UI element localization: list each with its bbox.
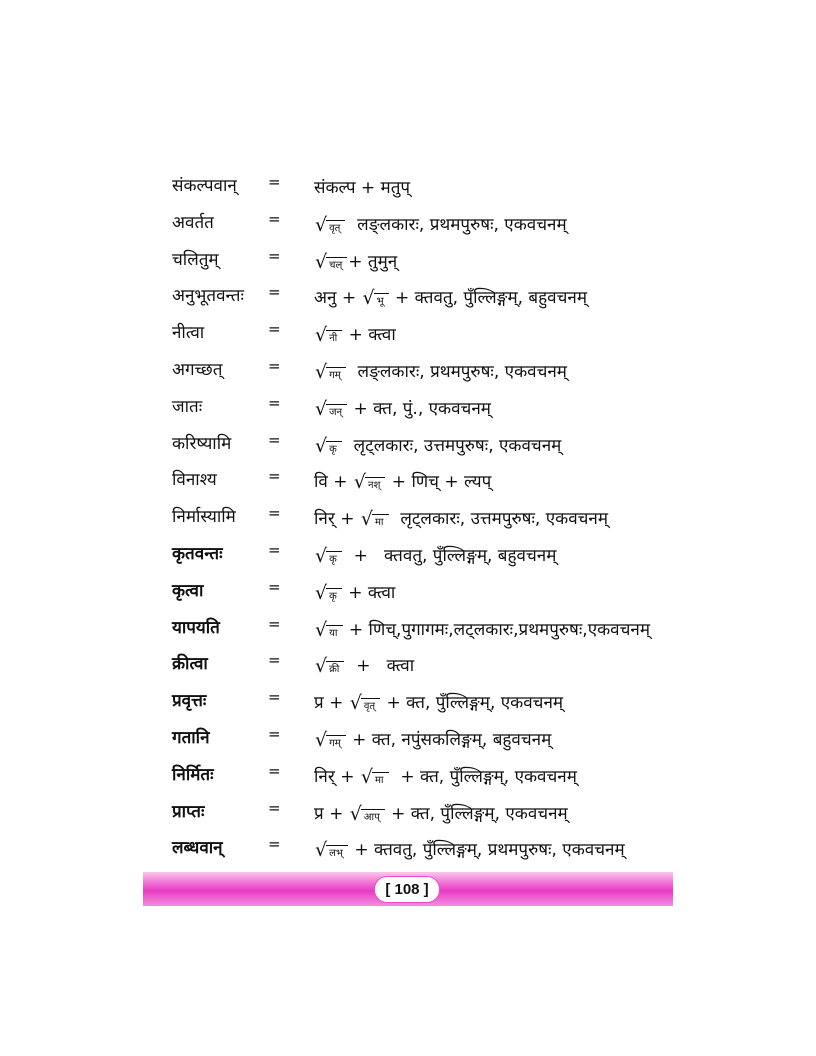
equals-sign: = xyxy=(268,320,281,339)
derivation-text: निर् + xyxy=(314,509,360,530)
word-derivation xyxy=(314,317,396,345)
root-radical xyxy=(361,510,389,529)
word-derivation xyxy=(314,354,567,382)
root-radical xyxy=(315,841,348,860)
word-term: विनाश्य xyxy=(172,470,217,491)
analysis-row xyxy=(0,170,816,207)
radical-sign-icon: √ xyxy=(353,471,367,494)
word-term: कृत्वा xyxy=(172,580,204,601)
equals-sign: = xyxy=(268,688,281,707)
root-text: चल् xyxy=(326,257,347,272)
equals-sign: = xyxy=(268,246,281,265)
radical-sign-icon: √ xyxy=(315,618,328,641)
equals-sign: = xyxy=(268,209,281,228)
analysis-row xyxy=(0,759,816,796)
radical-sign-icon: √ xyxy=(315,250,328,273)
root-text: आप् xyxy=(361,809,385,824)
derivation-text: + णिच्,पुगागमः,लट्लकारः,प्रथमपुरुषः,एकवचनम् xyxy=(343,619,651,640)
word-term: जातः xyxy=(172,396,203,417)
analysis-row xyxy=(0,612,816,649)
root-radical xyxy=(315,618,343,641)
derivation-text: + क्त्वा xyxy=(343,325,396,346)
word-derivation xyxy=(314,685,563,713)
analysis-row xyxy=(0,501,816,538)
equals-sign: = xyxy=(268,356,281,375)
derivation-text: + क्तवतु, पुँल्लिङ्गम्, प्रथमपुरुषः, एकवचनम् xyxy=(348,840,625,861)
word-derivation xyxy=(314,759,577,787)
derivation-text: + णिच् + ल्यप् xyxy=(386,472,492,493)
word-derivation xyxy=(314,796,568,824)
root-text: नश् xyxy=(365,477,385,492)
word-term: संकल्पवान् xyxy=(172,176,237,196)
radical-sign-icon: √ xyxy=(349,692,362,715)
word-term: निर्मास्यामि xyxy=(172,507,236,528)
analysis-row xyxy=(0,207,816,244)
equals-sign: = xyxy=(268,724,281,743)
root-radical xyxy=(350,694,380,713)
derivation-text: + क्तवतु, पुँल्लिङ्गम्, बहुवचनम् xyxy=(389,288,587,309)
word-derivation xyxy=(314,575,395,603)
word-term: लब्धवान् xyxy=(172,838,223,859)
root-radical xyxy=(315,657,344,676)
root-radical xyxy=(315,434,342,457)
analysis-row xyxy=(0,648,816,685)
analysis-row xyxy=(0,538,816,575)
word-term: अगच्छत् xyxy=(172,359,223,380)
word-derivation xyxy=(314,722,551,750)
word-analysis-list xyxy=(0,170,816,869)
root-radical xyxy=(315,581,342,604)
equals-sign: = xyxy=(268,173,281,191)
word-term: अनुभूतवन्तः xyxy=(172,286,244,307)
derivation-text: लृट्लकारः, उत्तमपुरुषः, एकवचनम् xyxy=(342,435,562,456)
radical-sign-icon: √ xyxy=(315,728,328,751)
derivation-text: लृट्लकारः, उत्तमपुरुषः, एकवचनम् xyxy=(389,509,609,530)
radical-sign-icon: √ xyxy=(315,324,328,347)
analysis-row xyxy=(0,685,816,722)
root-text: गम् xyxy=(326,367,346,382)
analysis-row xyxy=(0,722,816,759)
root-text: लभ् xyxy=(326,845,348,860)
derivation-text: + क्त्वा xyxy=(345,656,415,677)
radical-sign-icon: √ xyxy=(315,397,328,420)
derivation-text: निर् + xyxy=(314,766,360,787)
derivation-text: + क्तवतु, पुँल्लिङ्गम्, बहुवचनम् xyxy=(342,545,557,566)
word-term: नीत्वा xyxy=(172,323,205,344)
root-text: गम् xyxy=(326,735,346,750)
root-radical xyxy=(315,326,342,345)
root-text: या xyxy=(326,625,342,640)
word-derivation xyxy=(314,170,410,198)
derivation-text: + क्त, नपुंसकलिङ्गम्, बहुवचनम् xyxy=(346,729,552,750)
word-term: गतानि xyxy=(172,727,210,748)
derivation-text: लङ्लकारः, प्रथमपुरुषः, एकवचनम् xyxy=(346,214,567,235)
radical-sign-icon: √ xyxy=(360,765,373,788)
root-radical xyxy=(315,397,347,420)
equals-sign: = xyxy=(268,835,281,854)
analysis-row xyxy=(0,317,816,354)
word-derivation xyxy=(314,612,650,640)
derivation-text: लङ्लकारः, प्रथमपुरुषः, एकवचनम् xyxy=(346,361,567,382)
equals-sign: = xyxy=(268,651,281,670)
equals-sign: = xyxy=(268,761,281,780)
word-term: अवर्तत xyxy=(172,212,214,233)
word-term: क्रीत्वा xyxy=(172,654,208,675)
word-term: कृतवन्तः xyxy=(172,543,223,564)
equals-sign: = xyxy=(268,393,281,412)
root-text: वृत् xyxy=(326,220,345,235)
derivation-text: + क्त, पुं., एकवचनम् xyxy=(348,398,491,419)
root-radical xyxy=(362,289,388,308)
root-radical xyxy=(315,360,346,383)
root-text: मा xyxy=(372,772,389,787)
radical-sign-icon: √ xyxy=(349,802,362,825)
equals-sign: = xyxy=(268,577,281,596)
radical-sign-icon: √ xyxy=(315,655,328,678)
analysis-row xyxy=(0,464,816,501)
root-radical xyxy=(349,802,385,825)
derivation-text: + तुमुन् xyxy=(348,251,398,272)
equals-sign: = xyxy=(268,467,281,486)
word-derivation xyxy=(314,501,608,529)
equals-sign: = xyxy=(268,283,281,302)
word-derivation xyxy=(314,464,491,492)
derivation-text: वि + xyxy=(314,472,353,493)
derivation-text: संकल्प + मतुप् xyxy=(314,178,411,198)
word-term: चलितुम् xyxy=(172,249,219,270)
analysis-row xyxy=(0,796,816,833)
word-derivation xyxy=(314,648,414,676)
root-text: क्री xyxy=(326,661,344,676)
page-number: [ 108 ] xyxy=(374,876,440,903)
word-derivation xyxy=(314,391,491,419)
root-radical xyxy=(315,544,342,567)
radical-sign-icon: √ xyxy=(315,434,328,457)
radical-sign-icon: √ xyxy=(315,360,328,383)
word-derivation xyxy=(314,832,625,860)
root-text: नी xyxy=(326,330,342,345)
word-term: निर्मितः xyxy=(172,764,214,785)
equals-sign: = xyxy=(268,798,281,817)
equals-sign: = xyxy=(268,430,281,449)
derivation-text: + क्त्वा xyxy=(342,582,396,603)
analysis-row xyxy=(0,391,816,428)
derivation-text: + क्त, पुँल्लिङ्गम्, एकवचनम् xyxy=(381,693,564,714)
analysis-row xyxy=(0,575,816,612)
root-radical xyxy=(354,473,385,492)
derivation-text: अनु + xyxy=(314,288,362,309)
word-derivation xyxy=(314,207,567,235)
root-text: कृ xyxy=(326,588,342,603)
word-term: यापयति xyxy=(172,617,220,638)
root-text: वृत् xyxy=(361,698,380,713)
radical-sign-icon: √ xyxy=(315,544,328,567)
root-radical xyxy=(315,213,345,236)
root-text: कृ xyxy=(326,551,342,566)
derivation-text: प्र + xyxy=(314,803,349,824)
radical-sign-icon: √ xyxy=(315,839,328,862)
derivation-text: + क्त, पुँल्लिङ्गम्, एकवचनम् xyxy=(385,803,568,824)
root-radical xyxy=(315,728,346,751)
root-text: जन् xyxy=(326,404,347,419)
equals-sign: = xyxy=(268,540,281,559)
root-text: भू xyxy=(374,293,389,308)
radical-sign-icon: √ xyxy=(362,287,375,310)
root-radical xyxy=(360,765,389,788)
radical-sign-icon: √ xyxy=(315,213,328,236)
derivation-text: प्र + xyxy=(314,693,349,714)
word-term: प्रवृत्तः xyxy=(172,691,207,712)
root-text: कृ xyxy=(326,441,342,456)
word-derivation xyxy=(314,538,556,566)
analysis-row xyxy=(0,354,816,391)
root-text: मा xyxy=(372,514,389,529)
analysis-row xyxy=(0,244,816,281)
equals-sign: = xyxy=(268,504,281,523)
root-radical xyxy=(315,250,347,273)
radical-sign-icon: √ xyxy=(360,508,373,531)
word-term: करिष्यामि xyxy=(172,433,232,454)
word-derivation xyxy=(314,244,397,272)
analysis-row xyxy=(0,832,816,869)
analysis-row xyxy=(0,280,816,317)
derivation-text: + क्त, पुँल्लिङ्गम्, एकवचनम् xyxy=(389,766,577,787)
word-derivation xyxy=(314,280,587,308)
word-derivation xyxy=(314,428,561,456)
analysis-row xyxy=(0,428,816,465)
radical-sign-icon: √ xyxy=(315,581,328,604)
equals-sign: = xyxy=(268,614,281,633)
word-term: प्राप्तः xyxy=(172,801,205,822)
